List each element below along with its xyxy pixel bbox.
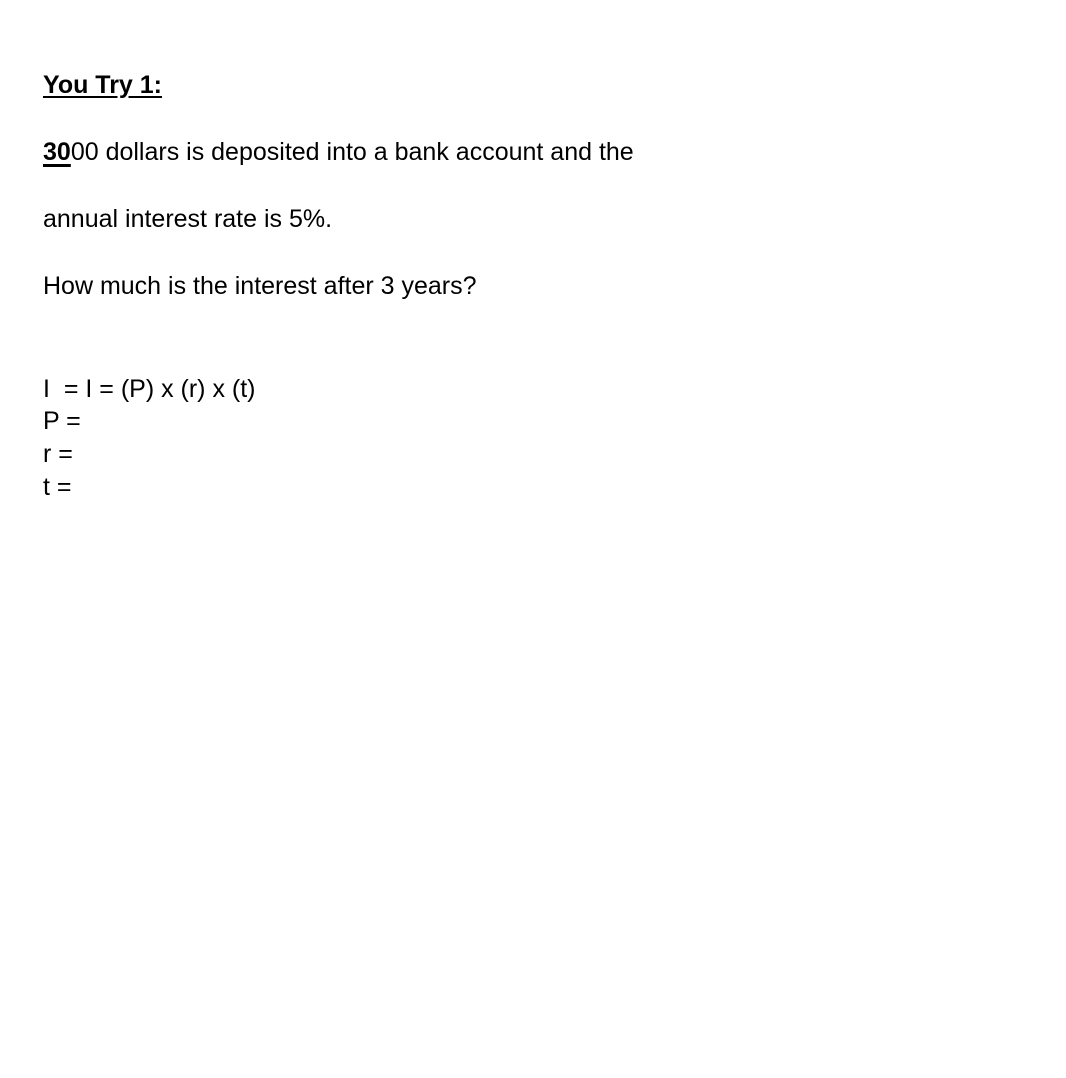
interest-formula: I = I = (P) x (r) x (t): [43, 375, 256, 403]
principal-label: P =: [43, 407, 81, 435]
problem-statement-line-1-rest: 00 dollars is deposited into a bank account and the: [70, 138, 634, 166]
problem-question: How much is the interest after 3 years?: [43, 272, 477, 300]
rate-label: r =: [43, 440, 73, 468]
problem-statement-line-2: annual interest rate is 5%.: [43, 205, 333, 233]
time-label: t =: [43, 473, 72, 501]
problem-statement-line-1: [43, 137, 634, 167]
principal-amount-emphasis: 30: [43, 138, 71, 166]
problem-title: You Try 1:: [43, 71, 163, 99]
